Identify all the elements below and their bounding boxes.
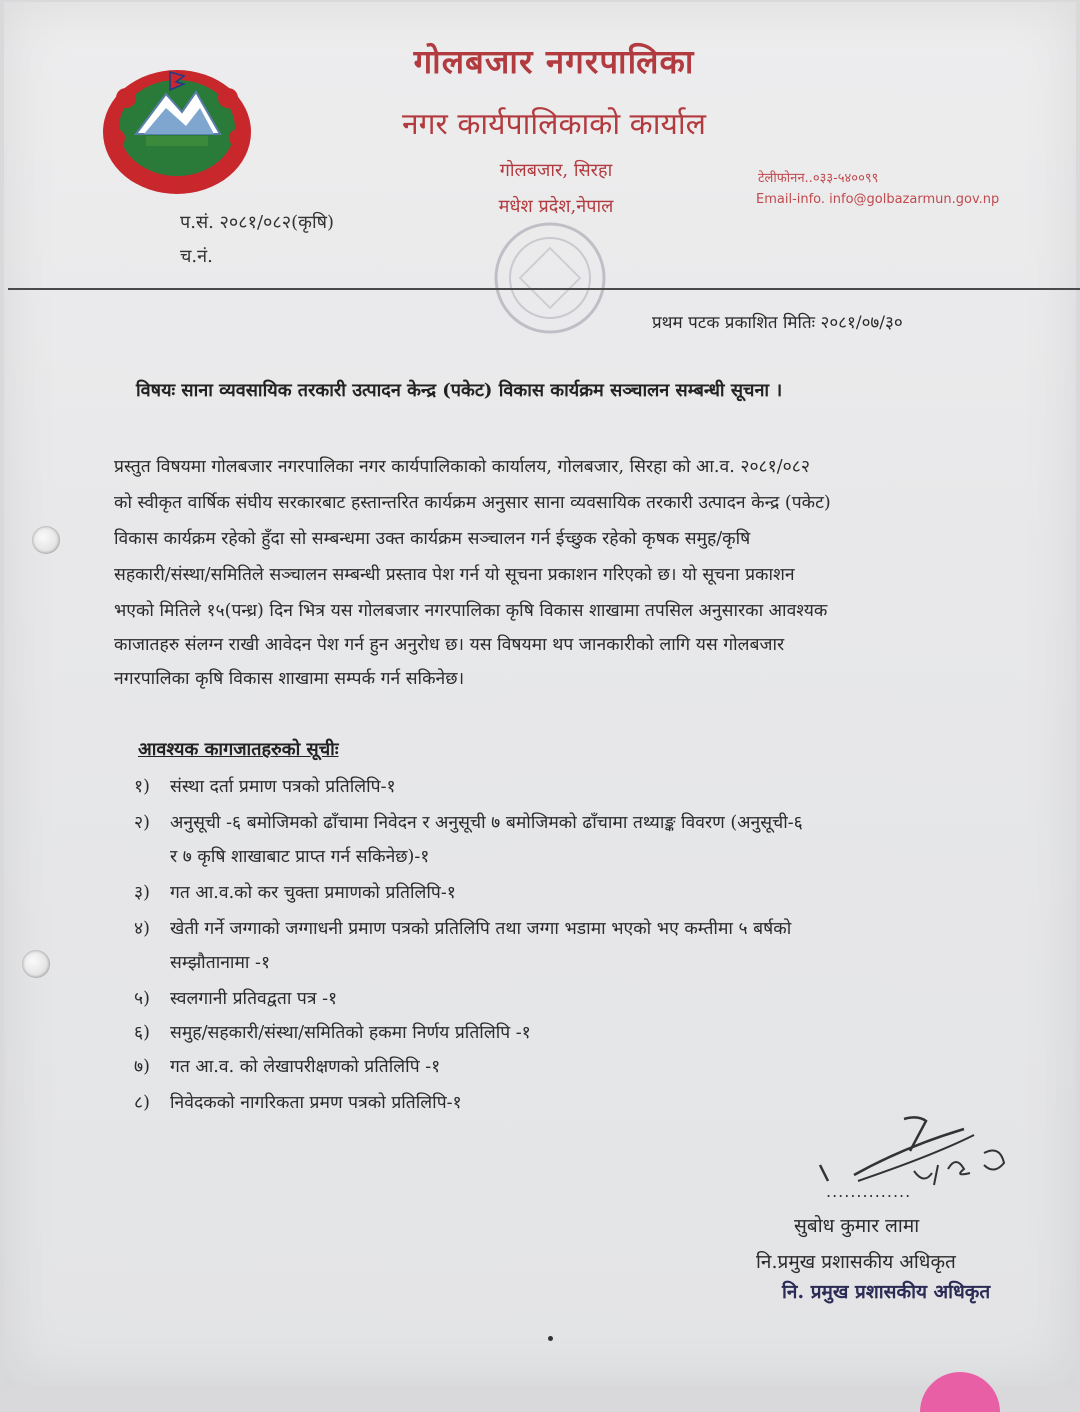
list-item-text: अनुसूची -६ बमोजिमको ढाँचामा निवेदन र अनुसूची ७ बमोजिमको ढाँचामा तथ्याङ्क विवरण (अनुसूची-६ [170,813,803,833]
signature-dots: .............. [826,1182,912,1201]
list-item [134,986,337,1010]
signer-name: सुबोध कुमार लामा [794,1215,920,1237]
nepal-emblem [96,58,258,198]
list-item-number: २) [134,813,150,833]
list-item-number: ८) [134,1093,150,1113]
signer-designation: नि.प्रमुख प्रशासकीय अधिकृत [756,1251,956,1273]
list-item-continuation: र ७ कृषि शाखाबाट प्राप्त गर्न सकिनेछ)-१ [170,847,430,867]
list-item [134,880,456,904]
list-item-number: ४) [134,919,150,939]
list-item-number: ६) [134,1023,150,1043]
body-paragraph-line: भएको मितिले १५(पन्ध्र) दिन भित्र यस गोलबजार नगरपालिका कृषि विकास शाखामा तपसिल अनुसारका आवश्यक [114,601,828,621]
designation-stamp: नि. प्रमुख प्रशासकीय अधिकृत [782,1281,991,1303]
list-item-continuation: सम्झौतानामा -१ [170,953,271,973]
body-paragraph-line: काजातहरु संलग्न राखी आवेदन पेश गर्न हुन अनुरोध छ। यस विषयमा थप जानकारीको लागि यस गोलबजार [114,635,785,655]
list-item [134,916,791,940]
office-name: नगर कार्यपालिकाको कार्याल [402,107,706,142]
reference-number: प.सं. २०८१/०८२(कृषि) [180,212,335,233]
org-name: गोलबजार नगरपालिका [413,42,695,81]
list-item [134,1090,462,1114]
header-divider [8,288,1080,290]
body-paragraph-line: नगरपालिका कृषि विकास शाखामा सम्पर्क गर्न सकिनेछ। [114,669,465,689]
list-item-text: स्वलगानी प्रतिवद्वता पत्र -१ [170,989,338,1009]
body-paragraph-line: को स्वीकृत वार्षिक संघीय सरकारबाट हस्तान्तरित कार्यक्रम अनुसार साना व्यवसायिक तरकारी उत्पादन केन्द्र (पकेट) [114,493,831,513]
list-item-text: संस्था दर्ता प्रमाण पत्रको प्रतिलिपि-१ [170,777,396,797]
list-item-text: गत आ.व. को लेखापरीक्षणको प्रतिलिपि -१ [170,1057,441,1077]
list-item [134,1020,531,1044]
list-item [134,774,396,798]
address-line-1: गोलबजार, सिरहा [499,160,613,181]
punch-hole-icon [22,950,50,978]
dispatch-number: च.नं. [180,246,213,267]
speck-mark [548,1336,553,1341]
list-item-number: ५) [134,989,150,1009]
body-paragraph-line: सहकारी/संस्था/समितिले सञ्चालन सम्बन्धी प्रस्ताव पेश गर्न यो सूचना प्रकाशन गरिएको छ। यो सूचना प्रकाशन [114,565,795,585]
body-paragraph-line: प्रस्तुत विषयमा गोलबजार नगरपालिका नगर कार्यपालिकाको कार्यालय, गोलबजार, सिरहा को आ.व. २०८१/०८२ [114,457,810,477]
phone-number: टेलीफोनन..०३३-५४००९९ [758,171,879,186]
list-item [134,1054,440,1078]
body-paragraph-line: विकास कार्यक्रम रहेको हुँदा सो सम्बन्धमा उक्त कार्यक्रम सञ्चालन गर्न ईच्छुक रहेको कृषक समुह/कृषि [114,529,751,549]
list-item [134,810,803,834]
list-item-text: खेती गर्ने जग्गाको जग्गाधनी प्रमाण पत्रको प्रतिलिपि तथा जग्गा भडामा भएको भए कम्तीमा ५ बर्षको [170,919,792,939]
list-item-number: ७) [134,1057,150,1077]
address-line-2: मधेश प्रदेश,नेपाल [498,196,614,217]
list-item-text: समुह/सहकारी/संस्था/समितिको हकमा निर्णय प्रतिलिपि -१ [170,1023,531,1043]
list-item-text: गत आ.व.को कर चुक्ता प्रमाणको प्रतिलिपि-१ [170,883,456,903]
list-item-number: ३) [134,883,150,903]
punch-hole-icon [32,526,60,554]
email-address: Email-info. info@golbazarmun.gov.np [756,192,1000,207]
office-seal-icon [470,212,630,352]
list-item-number: १) [134,777,150,797]
list-item-text: निवेदकको नागरिकता प्रमण पत्रको प्रतिलिपि-१ [170,1093,462,1113]
documents-list-title: आवश्यक कागजातहरुको सूचीः [138,739,339,760]
published-date: प्रथम पटक प्रकाशित मितिः २०८१/०७/३० [652,313,903,333]
letter-page [4,2,1076,1386]
subject-line: विषयः साना व्यवसायिक तरकारी उत्पादन केन्द्र (पकेट) विकास कार्यक्रम सञ्चालन सम्बन्धी सूचना । [136,380,783,401]
